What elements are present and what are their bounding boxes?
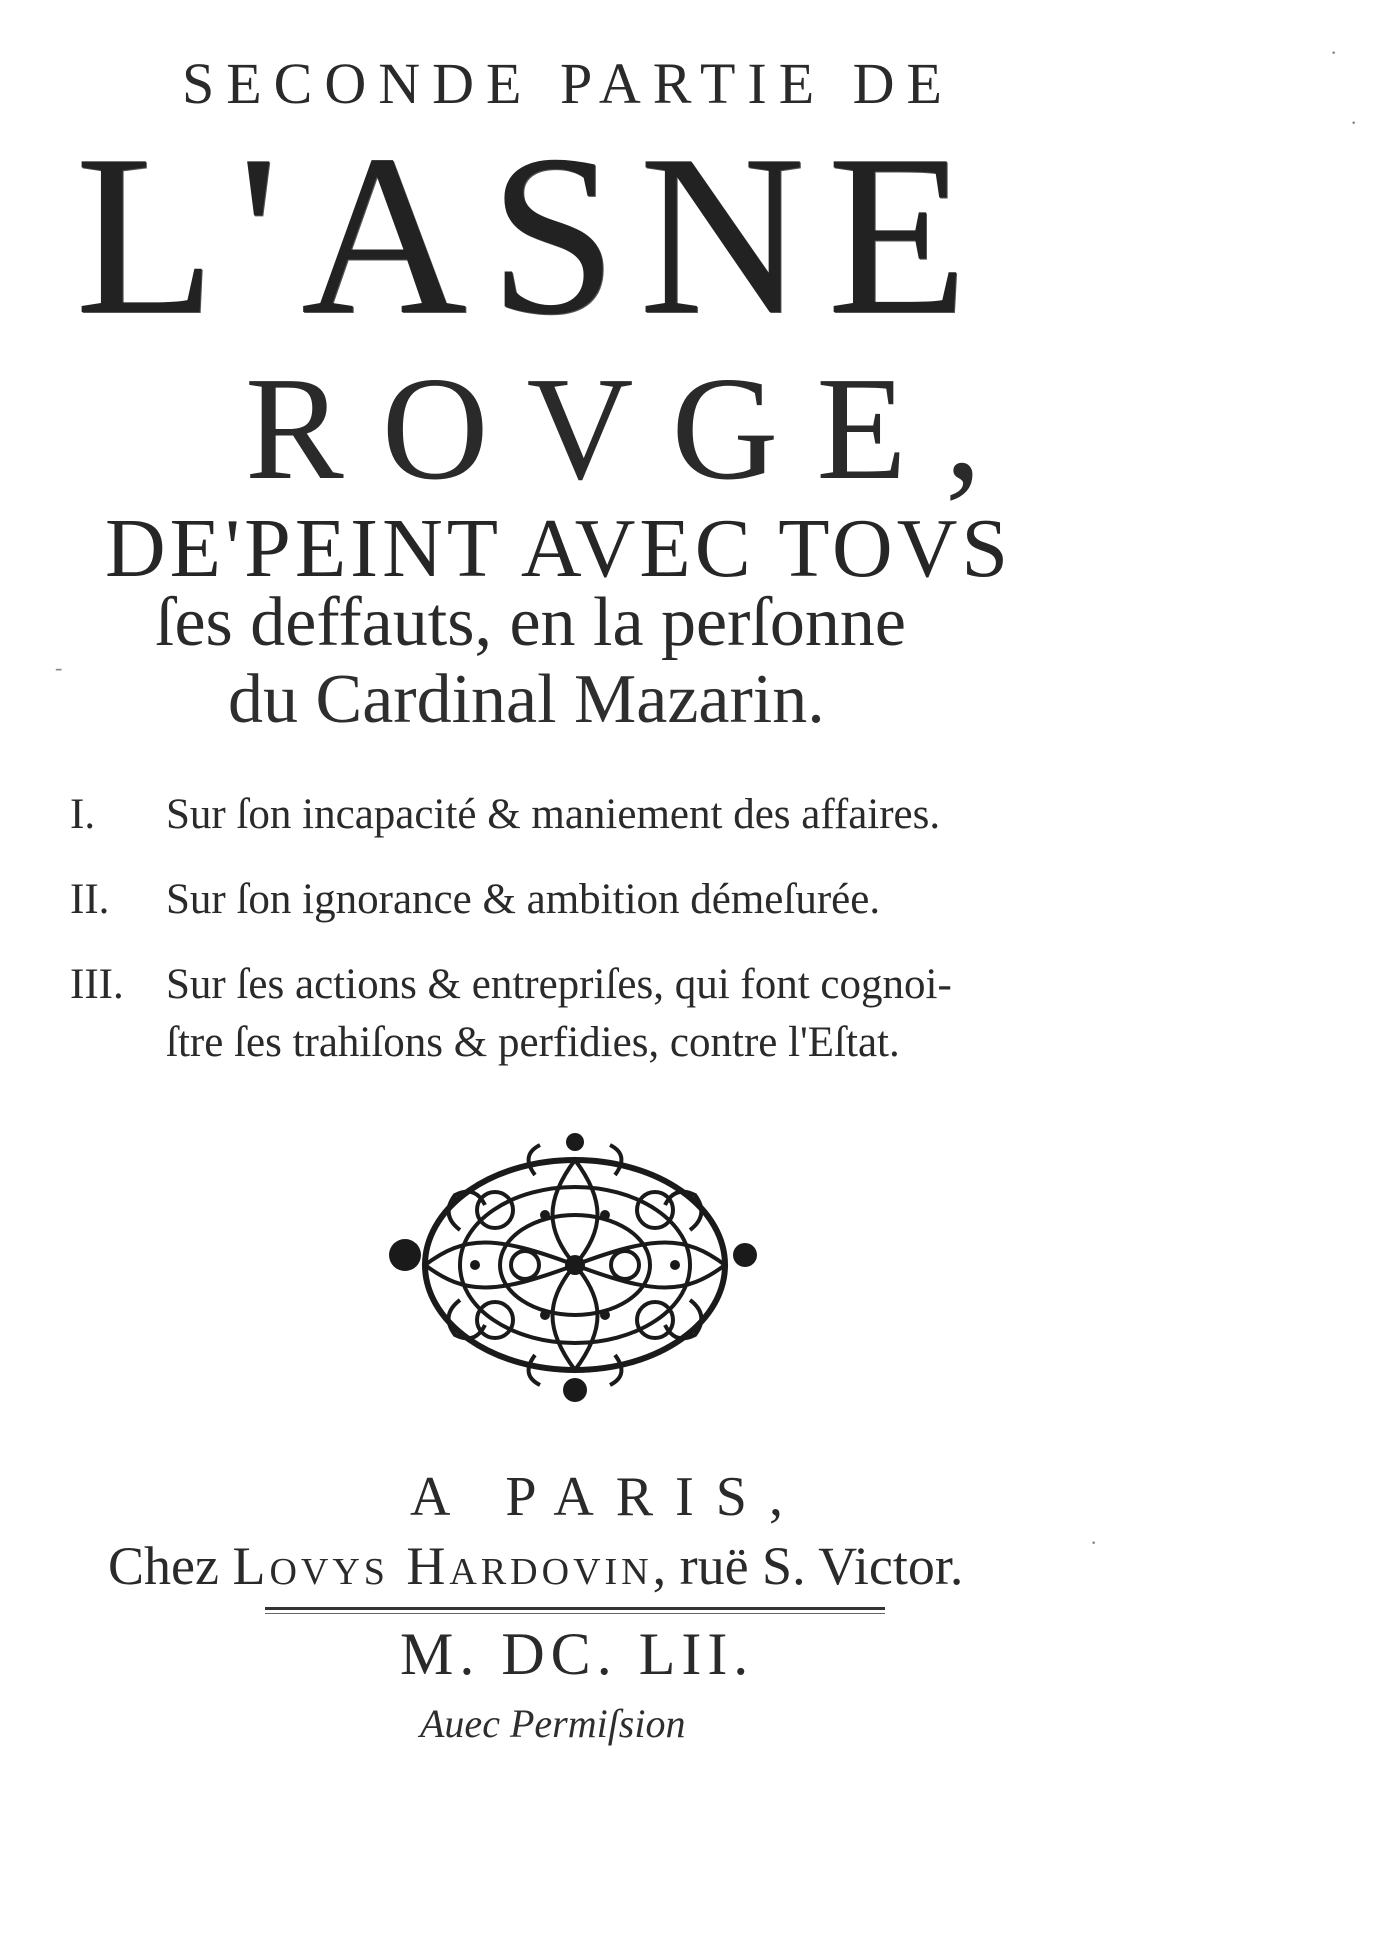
title-line-rouge: ROVGE, xyxy=(245,347,1020,511)
paper-speck: · xyxy=(1330,40,1338,65)
title-line-seconde-partie: SECONDE PARTIE DE xyxy=(182,51,954,116)
imprint-chez: Chez xyxy=(108,1536,219,1596)
paper-speck: - xyxy=(55,655,63,680)
imprint-permission: Auec Permiſsion xyxy=(420,1701,686,1746)
title-line-depeint: DE'PEINT AVEC TOVS xyxy=(105,502,1013,595)
item-number: II. xyxy=(70,876,110,923)
horizontal-rule xyxy=(265,1607,885,1610)
printers-ornament-icon xyxy=(365,1120,785,1410)
title-line-lasne: L'ASNE xyxy=(75,107,990,362)
item-text: Sur ſon ignorance & ambition démeſurée. xyxy=(166,876,881,923)
imprint-city: A PARIS, xyxy=(410,1466,805,1528)
item-number: I. xyxy=(70,791,96,838)
imprint-printer-line xyxy=(108,1535,963,1597)
paper-speck: · xyxy=(1350,110,1358,135)
imprint-address: , ruë S. Victor. xyxy=(652,1536,964,1596)
imprint-printer-name: Lovys Hardovin xyxy=(232,1536,653,1596)
title-line-deffauts: ſes deffauts, en la perſonne xyxy=(155,584,906,661)
item-text: Sur ſes actions & entrepriſes, qui font cognoi- xyxy=(166,961,952,1008)
title-line-cardinal: du Cardinal Mazarin. xyxy=(228,661,825,738)
paper-speck: · xyxy=(1090,1530,1098,1555)
imprint-year: M. DC. LII. xyxy=(400,1621,755,1687)
item-text: Sur ſon incapacité & maniement des affaires. xyxy=(166,791,941,838)
horizontal-rule-thin xyxy=(265,1613,885,1614)
item-number: III. xyxy=(70,961,124,1008)
item-text-continuation: ſtre ſes trahiſons & perfidies, contre l'Eſtat. xyxy=(166,1019,900,1066)
